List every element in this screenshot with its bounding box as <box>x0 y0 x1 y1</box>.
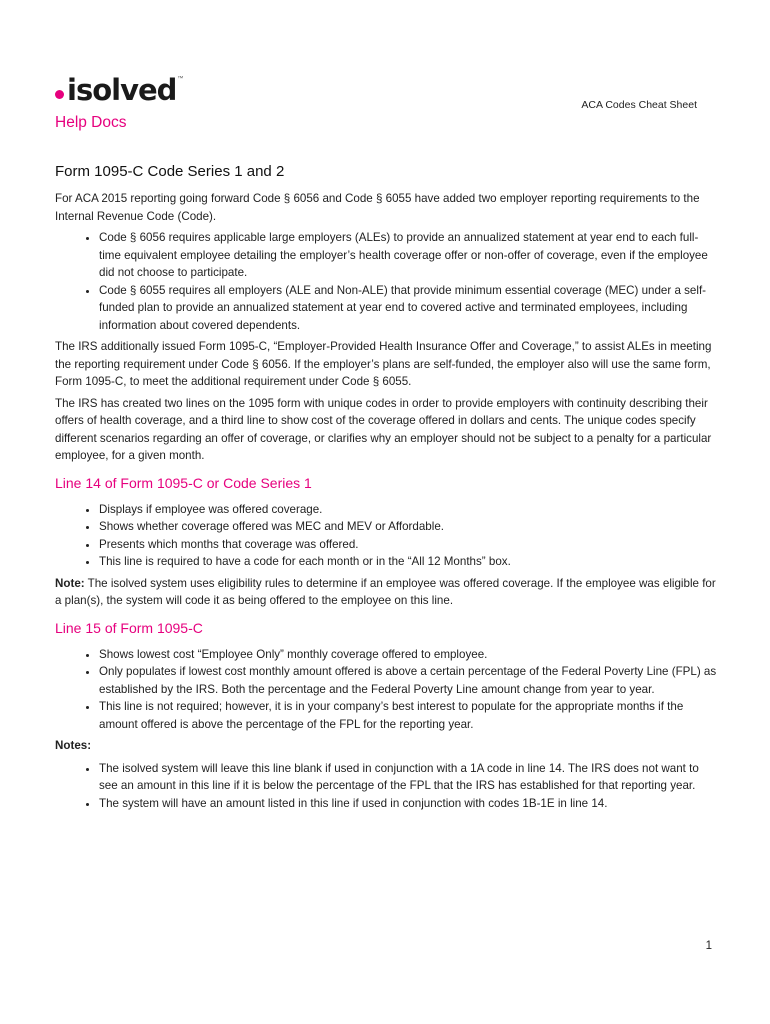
notes-label: Notes: <box>55 739 92 752</box>
note-text: The isolved system uses eligibility rules to determine if an employee was offered coverage. If the employee was eligible for a plan(s), the system will code it as being offered to the employee on this line. <box>55 576 716 607</box>
section-title-line-14: Line 14 of Form 1095-C or Code Series 1 <box>55 474 312 491</box>
help-docs-label: Help Docs <box>55 114 127 131</box>
list-item: • Code § 6056 requires applicable large employers (ALEs) to provide an annualized statement at year end to each full-time equivalent employee detailing the employer’s health coverage offer or non-offer of coverage, even if the employee did not choose to participate. <box>99 229 720 282</box>
list-item: • The isolved system will leave this line blank if used in conjunction with a 1A code in line 14. The IRS does not want to see an amount in this line if it is below the percentage of the FPL that the IRS has established for that reporting year. <box>99 760 720 795</box>
line-14-list <box>55 501 720 571</box>
logo-dot <box>55 90 64 99</box>
logo-wordmark: isolved <box>67 73 177 107</box>
notes-list <box>55 760 720 813</box>
list-item: • Code § 6055 requires all employers (ALE and Non-ALE) that provide minimum essential coverage (MEC) under a self-funded plan to provide an annualized statement at year end to covered active and terminated employees, including information about covered dependents. <box>99 282 720 335</box>
code-requirements-list <box>55 229 720 334</box>
intro-paragraph: For ACA 2015 reporting going forward Code § 6056 and Code § 6055 have added two employer reporting requirements to the Internal Revenue Code (Code). <box>55 192 700 223</box>
list-item: • Presents which months that coverage was offered. <box>99 536 720 554</box>
list-item: • The system will have an amount listed in this line if used in conjunction with codes 1B-1E in line 14. <box>99 795 720 813</box>
logo-trademark: ™ <box>177 76 184 82</box>
document-title: ACA Codes Cheat Sheet <box>581 99 697 111</box>
section-title-code-series: Form 1095-C Code Series 1 and 2 <box>55 163 285 180</box>
unique-codes-paragraph: The IRS has created two lines on the 1095 form with unique codes in order to provide employers with continuity describing their offers of health coverage, and a third line to show cost of the coverage offered in dollars and cents. The unique codes specify different scenarios regarding an offer of coverage, or clarifies why an employer should not be subject to a penalty for a particular employee, for a given month. <box>55 396 712 462</box>
document-body <box>55 162 720 816</box>
list-item: • This line is required to have a code for each month or in the “All 12 Months” box. <box>99 553 720 571</box>
isolved-logo <box>55 73 184 107</box>
line-14-note <box>55 575 720 610</box>
section-title-line-15: Line 15 of Form 1095-C <box>55 619 203 636</box>
list-item: • This line is not required; however, it is in your company’s best interest to populate for the appropriate months if the amount offered is above the percentage of the FPL for the reporting year. <box>99 698 720 733</box>
line-15-list <box>55 646 720 734</box>
list-item: • Only populates if lowest cost monthly amount offered is above a certain percentage of the Federal Poverty Line (FPL) as established by the IRS. Both the percentage and the Federal Poverty Line amount change from year to year. <box>99 663 720 698</box>
list-item: • Shows lowest cost “Employee Only” monthly coverage offered to employee. <box>99 646 720 664</box>
form-1095c-paragraph: The IRS additionally issued Form 1095-C, “Employer-Provided Health Insurance Offer and Coverage,” to assist ALEs in meeting the reporting requirement under Code § 6056. If the employer’s plans are self-funded, the employer also will use the same form, Form 1095-C, to meet the additional requirement under Code § 6055. <box>55 340 712 388</box>
page-number: 1 <box>705 940 712 952</box>
list-item: • Shows whether coverage offered was MEC and MEV or Affordable. <box>99 518 720 536</box>
list-item: • Displays if employee was offered coverage. <box>99 501 720 519</box>
note-label: Note: <box>55 576 85 590</box>
